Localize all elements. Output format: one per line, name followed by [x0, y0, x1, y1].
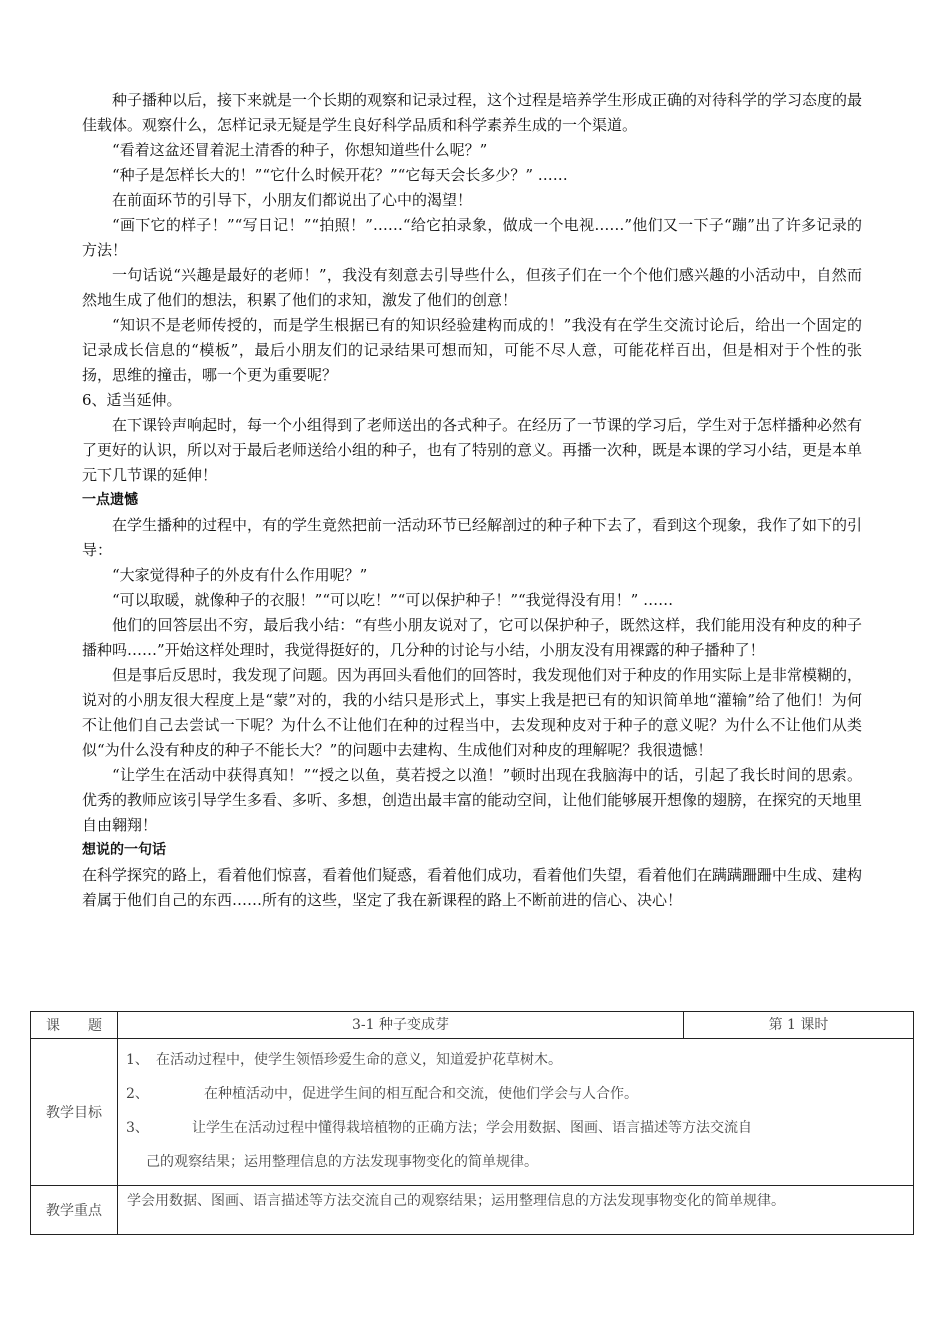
- paragraph: “种子是怎样长大的！”“它什么时候开花？”“它每天会长多少？” ……: [112, 166, 568, 184]
- focus-label: 教学重点: [31, 1186, 118, 1235]
- paragraph: 他们的回答层出不穷，最后我小结：“有些小朋友说对了，它可以保护种子，既然这样，我们能用没有种皮的种子播种吗……”开始这样处理时，我觉得挺好的，几分种的讨论与小结，小朋友没有用裸露的种子播种了！: [82, 616, 862, 659]
- table-row: [31, 1186, 914, 1235]
- lesson-period: 第 1 课时: [684, 1012, 914, 1039]
- goal-number: 2、: [126, 1086, 149, 1102]
- paragraph: 在学生播种的过程中，有的学生竟然把前一活动环节已经解剖过的种子种下去了，看到这个现象，我作了如下的引导：: [82, 516, 863, 559]
- section-heading-closing: 想说的一句话: [82, 842, 166, 858]
- goal-text: 己的观察结果；运用整理信息的方法发现事物变化的简单规律。: [146, 1154, 538, 1170]
- goal-number: 1、: [126, 1052, 149, 1068]
- focus-cell: [118, 1186, 914, 1235]
- goal-text: 在种植活动中，促进学生间的相互配合和交流，使他们学会与人合作。: [204, 1086, 638, 1102]
- goals-label: 教学目标: [31, 1039, 118, 1186]
- goal-item: [126, 1111, 905, 1145]
- goal-text: 让学生在活动过程中懂得栽培植物的正确方法；学会用数据、图画、语言描述等方法交流自: [192, 1120, 752, 1136]
- focus-text: 学会用数据、图画、语言描述等方法交流自己的观察结果；运用整理信息的方法发现事物变化的简单规律。: [127, 1193, 785, 1209]
- goal-item: [126, 1043, 905, 1077]
- lesson-plan-table: [30, 1011, 914, 1235]
- paragraph: 在下课铃声响起时，每一个小组得到了老师送出的各式种子。在经历了一节课的学习后，学生对于怎样播种必然有了更好的认识，所以对于最后老师送给小组的种子，也有了特别的意义。再播一次种，既是本课的学习小结，更是本单元下几节课的延伸！: [82, 416, 863, 484]
- section-heading-regret: 一点遗憾: [82, 492, 138, 508]
- paragraph: “画下它的样子！”“写日记！”“拍照！”……“给它拍录象，做成一个电视……”他们又一下子“蹦”出了许多记录的方法！: [82, 216, 862, 259]
- goal-number: 3、: [126, 1120, 149, 1136]
- table-row: [31, 1012, 914, 1039]
- paragraph: 但是事后反思时，我发现了问题。因为再回头看他们的回答时，我发现他们对于种皮的作用实际上是非常模糊的，说对的小朋友很大程度上是“蒙”对的，我的小结只是形式上，事实上我是把已有的知识简单地“灌输”给了他们！为何不让他们自己去尝试一下呢？为什么不让他们在种的过程当中，去发现种皮对于种子的意义呢？为什么不让他们从类似“为什么没有种皮的种子不能长大？”的问题中去建构、生成他们对种皮的理解呢？我很遗憾！: [82, 666, 863, 759]
- goals-cell: [118, 1039, 914, 1186]
- paragraph: 在前面环节的引导下，小朋友们都说出了心中的渴望！: [112, 191, 473, 209]
- paragraph: 一句话说“兴趣是最好的老师！”，我没有刻意去引导些什么，但孩子们在一个个他们感兴趣的小活动中，自然而然地生成了他们的想法，积累了他们的求知，激发了他们的创意！: [82, 266, 862, 309]
- goal-text: 在活动过程中，使学生领悟珍爱生命的意义，知道爱护花草树木。: [156, 1052, 562, 1068]
- section-item-heading: 6、适当延伸。: [82, 391, 182, 409]
- paragraph: 种子播种以后，接下来就是一个长期的观察和记录过程，这个过程是培养学生形成正确的对待科学的学习态度的最佳载体。观察什么，怎样记录无疑是学生良好科学品质和科学素养生成的一个渠道。: [82, 91, 863, 134]
- paragraph: 在科学探究的路上，看着他们惊喜，看着他们疑惑，看着他们成功，看着他们失望，看着他们在蹒蹒跚跚中生成、建构着属于他们自己的东西……所有的这些，坚定了我在新课程的路上不断前进的信心、决心！: [82, 866, 863, 909]
- topic-label: 课 题: [31, 1012, 118, 1039]
- goal-item: [126, 1077, 905, 1111]
- paragraph: “知识不是老师传授的，而是学生根据已有的知识经验建构而成的！”我没有在学生交流讨论后，给出一个固定的记录成长信息的“模板”，最后小朋友们的记录结果可想而知，可能不尽人意，可能花样百出，但是相对于个性的张扬，思维的撞击，哪一个更为重要呢？: [82, 316, 862, 384]
- paragraph: “大家觉得种子的外皮有什么作用呢？”: [112, 566, 368, 584]
- paragraph: “可以取暖，就像种子的衣服！”“可以吃！”“可以保护种子！”“我觉得没有用！” ……: [112, 591, 674, 609]
- lesson-topic: 3-1 种子变成芽: [118, 1012, 684, 1039]
- paragraph: “看着这盆还冒着泥土清香的种子，你想知道些什么呢？”: [112, 141, 488, 159]
- paragraph: “让学生在活动中获得真知！”“授之以鱼，莫若授之以渔！”顿时出现在我脑海中的话，引起了我长时间的思索。优秀的教师应该引导学生多看、多听、多想，创造出最丰富的能动空间，让他们能够展开想像的翅膀，在探究的天地里自由翱翔！: [82, 766, 863, 834]
- table-row: [31, 1039, 914, 1186]
- goal-item-continued: [126, 1145, 905, 1179]
- body-text: [82, 88, 862, 913]
